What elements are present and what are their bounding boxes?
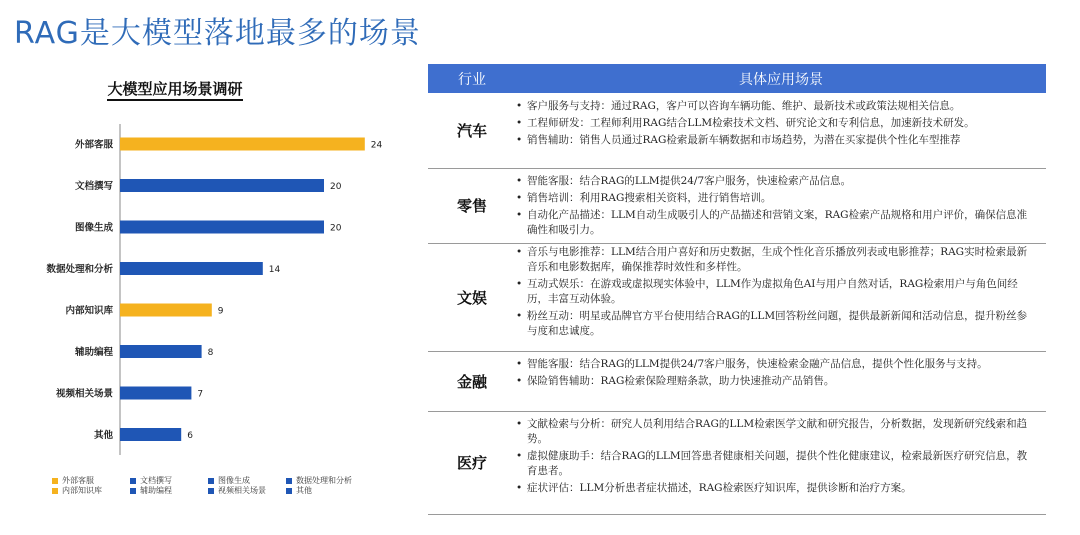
scenario-item: • 智能客服：结合RAG的LLM提供24/7客户服务，快速检索产品信息。	[516, 174, 1036, 189]
scenario-item: • 销售培训：利用RAG搜索相关资料，进行销售培训。	[516, 191, 1036, 206]
value-label: 8	[207, 348, 214, 358]
category-label: 外部客服	[74, 139, 113, 151]
industry-cell: 金融	[456, 372, 487, 391]
category-label: 其他	[93, 430, 113, 441]
bar-chart	[0, 0, 420, 535]
legend-label: 数据处理和分析	[296, 476, 352, 485]
bar-1	[120, 179, 324, 192]
scenario-item: • 销售辅助：销售人员通过RAG检索最新车辆数据和市场趋势，为潜在买家提供个性化车型推荐	[516, 133, 1036, 148]
legend-swatch	[130, 488, 136, 494]
table-row	[428, 93, 1046, 169]
value-label: 20	[330, 182, 342, 192]
bar-7	[120, 428, 181, 441]
table-row	[428, 243, 1046, 352]
scenario-item: • 粉丝互动：明星或品牌官方平台使用结合RAG的LLM回答粉丝问题，提供最新新闻和活动信息，提升粉丝参与度和忠诚度。	[516, 309, 1036, 339]
legend-label: 文档撰写	[140, 476, 172, 485]
legend-item	[286, 485, 312, 496]
scenario-list	[516, 243, 1046, 351]
scenario-list	[516, 93, 1046, 168]
value-label: 6	[187, 431, 193, 441]
category-label: 辅助编程	[74, 347, 113, 358]
legend-label: 辅助编程	[140, 486, 172, 495]
legend-label: 内部知识库	[62, 486, 102, 495]
category-label: 视频相关场景	[55, 388, 113, 400]
scenario-item: • 音乐与电影推荐：LLM结合用户喜好和历史数据，生成个性化音乐播放列表或电影推荐；RAG实时检索最新音乐和电影数据库，确保推荐时效性和多样性。	[516, 245, 1036, 275]
scenario-list	[516, 168, 1046, 243]
bar-5	[120, 345, 202, 358]
scenario-item: • 保险销售辅助：RAG检索保险理赔条款，助力快速推动产品销售。	[516, 374, 1036, 389]
industry-cell: 医疗	[456, 454, 487, 472]
header-industry: 行业	[458, 71, 486, 88]
scenario-list	[516, 411, 1046, 514]
legend-swatch	[286, 478, 292, 484]
value-label: 9	[217, 306, 224, 317]
legend-swatch	[52, 478, 58, 484]
legend-swatch	[130, 478, 136, 484]
table-row	[428, 411, 1046, 515]
scenario-item: • 文献检索与分析：研究人员利用结合RAG的LLM检索医学文献和研究报告，分析数据，发现新研究线索和趋势。	[516, 417, 1036, 447]
category-label: 内部知识库	[65, 305, 113, 317]
value-label: 7	[197, 389, 204, 400]
legend-label: 图像生成	[218, 476, 250, 485]
scenario-list	[516, 351, 1046, 411]
scenario-item: • 工程师研发：工程师利用RAG结合LLM检索技术文档、研究论文和专利信息，加速新技术研发。	[516, 116, 1036, 131]
bar-3	[120, 262, 263, 275]
value-label: 14	[268, 265, 281, 275]
legend-item	[130, 485, 172, 496]
table-row	[428, 351, 1046, 412]
legend-swatch	[208, 488, 214, 494]
page-title: RAG是大模型落地最多的场景	[14, 16, 421, 51]
industry-cell: 汽车	[456, 122, 487, 140]
scenario-item: • 客户服务与支持：通过RAG，客户可以咨询车辆功能、维护、最新技术或政策法规相关信息。	[516, 99, 1036, 114]
bar-6	[120, 387, 191, 400]
scenario-item: • 智能客服：结合RAG的LLM提供24/7客户服务，快速检索金融产品信息，提供个性化服务与支持。	[516, 357, 1036, 372]
table-row	[428, 168, 1046, 244]
industry-cell: 文娱	[456, 288, 487, 307]
bar-2	[120, 221, 324, 234]
legend-label: 其他	[296, 486, 312, 495]
scenario-item: • 自动化产品描述：LLM自动生成吸引人的产品描述和营销文案，RAG检索产品规格和用户评价，确保信息准确性和吸引力。	[516, 208, 1036, 238]
bar-4	[120, 304, 212, 317]
industry-cell: 零售	[456, 197, 487, 215]
bar-0	[120, 138, 365, 151]
scenario-item: • 互动式娱乐：在游戏或虚拟现实体验中，LLM作为虚拟角色AI与用户自然对话，RAG检索用户与角色间经历，丰富互动体验。	[516, 277, 1036, 307]
value-label: 24	[370, 140, 383, 151]
category-label: 图像生成	[74, 222, 113, 234]
legend-item	[52, 485, 102, 496]
table-header	[428, 64, 1046, 93]
category-label: 数据处理和分析	[46, 264, 113, 275]
legend-item	[208, 485, 266, 496]
legend-swatch	[208, 478, 214, 484]
legend-label: 视频相关场景	[218, 486, 266, 495]
legend-swatch	[286, 488, 292, 494]
header-scenarios: 具体应用场景	[739, 71, 823, 88]
scenario-item: • 症状评估：LLM分析患者症状描述，RAG检索医疗知识库，提供诊断和治疗方案。	[516, 481, 1036, 496]
legend-swatch	[52, 488, 58, 494]
chart-title: 大模型应用场景调研	[30, 78, 320, 99]
legend-label: 外部客服	[62, 476, 94, 485]
scenario-item: • 虚拟健康助手：结合RAG的LLM回答患者健康相关问题，提供个性化健康建议，检索最新医疗研究信息，教育患者。	[516, 449, 1036, 479]
value-label: 20	[330, 223, 342, 234]
scenario-table	[428, 64, 1046, 494]
category-label: 文档撰写	[74, 181, 113, 192]
